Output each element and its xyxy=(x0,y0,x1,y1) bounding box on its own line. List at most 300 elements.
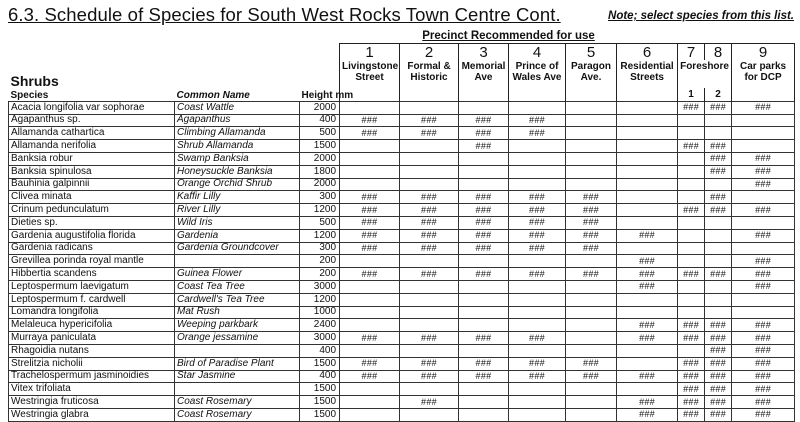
precinct-cell: ### xyxy=(732,332,795,345)
precinct-cell: ### xyxy=(459,357,509,370)
species-cell: Agapanthus sp. xyxy=(9,114,175,127)
precinct-cell: ### xyxy=(509,204,566,217)
species-cell: Westringia fruticosa xyxy=(9,396,175,409)
precinct-cell: ### xyxy=(617,229,678,242)
height-cell: 1500 xyxy=(300,357,340,370)
precinct-cell xyxy=(566,101,617,114)
precinct-cell: ### xyxy=(340,332,400,345)
precinct-cell xyxy=(566,255,617,268)
precinct-cell xyxy=(678,229,705,242)
precinct-cell: ### xyxy=(732,280,795,293)
precinct-cell xyxy=(400,319,459,332)
precinct-cell xyxy=(400,140,459,153)
precinct-cell: ### xyxy=(340,127,400,140)
precinct-cell: ### xyxy=(617,332,678,345)
table-row xyxy=(9,178,795,191)
precinct-cell xyxy=(566,114,617,127)
precinct-cell xyxy=(400,408,459,421)
common-name-cell xyxy=(175,344,300,357)
precinct-cell xyxy=(400,280,459,293)
precinct-cell: ### xyxy=(678,140,705,153)
precinct-cell: ### xyxy=(400,370,459,383)
precinct-cell: ### xyxy=(617,319,678,332)
document-title: 6.3. Schedule of Species for South West Rocks Town Centre Cont. xyxy=(8,4,561,25)
precinct-cell: ### xyxy=(732,204,795,217)
species-cell: Bauhinia galpinnii xyxy=(9,178,175,191)
precinct-cell xyxy=(459,319,509,332)
precinct-cell xyxy=(509,319,566,332)
precinct-cell: ### xyxy=(400,114,459,127)
precinct-cell xyxy=(509,165,566,178)
species-cell: Strelitzia nicholii xyxy=(9,357,175,370)
common-name-cell: Gardenia xyxy=(175,229,300,242)
species-cell: Gardenia radicans xyxy=(9,242,175,255)
common-name-cell: River Lilly xyxy=(175,204,300,217)
precinct-cell xyxy=(509,396,566,409)
precinct-cell xyxy=(340,293,400,306)
precinct-cell: ### xyxy=(566,268,617,281)
precinct-cell: ### xyxy=(509,216,566,229)
precinct-cell xyxy=(617,191,678,204)
precinct-cell xyxy=(459,255,509,268)
precinct-cell xyxy=(459,165,509,178)
precinct-cell: ### xyxy=(340,191,400,204)
precinct-cell xyxy=(459,178,509,191)
species-cell: Rhagoidia nutans xyxy=(9,344,175,357)
precinct-cell xyxy=(566,344,617,357)
precinct-cell xyxy=(566,396,617,409)
height-cell: 400 xyxy=(300,114,340,127)
precinct-cell xyxy=(340,408,400,421)
table-row xyxy=(9,204,795,217)
precinct-cell: ### xyxy=(705,204,732,217)
height-cell: 1500 xyxy=(300,408,340,421)
precinct-cell: ### xyxy=(400,332,459,345)
precinct-cell xyxy=(705,255,732,268)
precinct-cell xyxy=(566,178,617,191)
precinct-cell: ### xyxy=(400,204,459,217)
precinct-name-row xyxy=(9,60,795,88)
precinct-cell xyxy=(566,293,617,306)
precinct-cell xyxy=(566,280,617,293)
common-name-cell: Honeysuckle Banksia xyxy=(175,165,300,178)
height-cell: 500 xyxy=(300,216,340,229)
precinct-cell xyxy=(566,140,617,153)
precinct-cell xyxy=(340,165,400,178)
precinct-cell: ### xyxy=(509,268,566,281)
species-cell: Murraya paniculata xyxy=(9,332,175,345)
species-cell: Gardenia augustifolia florida xyxy=(9,229,175,242)
precinct-cell xyxy=(509,140,566,153)
precinct-cell: ### xyxy=(705,319,732,332)
precinct-cell: ### xyxy=(509,370,566,383)
precinct-cell xyxy=(617,293,678,306)
common-name-cell: Coast Tea Tree xyxy=(175,280,300,293)
precinct-cell xyxy=(509,344,566,357)
precinct-cell xyxy=(459,344,509,357)
precinct-cell: ### xyxy=(732,152,795,165)
precinct-cell xyxy=(340,383,400,396)
height-cell: 300 xyxy=(300,242,340,255)
height-cell: 200 xyxy=(300,268,340,281)
species-cell: Leptospermum laevigatum xyxy=(9,280,175,293)
precinct-cell xyxy=(617,344,678,357)
precinct-number: 4 xyxy=(509,44,566,61)
precinct-cell xyxy=(400,383,459,396)
precinct-cell: ### xyxy=(566,357,617,370)
precinct-cell: ### xyxy=(340,216,400,229)
precinct-cell: ### xyxy=(340,242,400,255)
precinct-cell: ### xyxy=(705,268,732,281)
precinct-cell: ### xyxy=(459,242,509,255)
precinct-cell: ### xyxy=(678,204,705,217)
common-name-cell: Coast Wattle xyxy=(175,101,300,114)
species-cell: Trachelospermum jasminoidies xyxy=(9,370,175,383)
precinct-cell: ### xyxy=(732,268,795,281)
precinct-cell: ### xyxy=(678,357,705,370)
precinct-cell xyxy=(617,357,678,370)
precinct-cell xyxy=(509,293,566,306)
height-cell: 1200 xyxy=(300,229,340,242)
precinct-cell: ### xyxy=(732,101,795,114)
table-row xyxy=(9,332,795,345)
precinct-cell xyxy=(509,178,566,191)
precinct-cell xyxy=(566,383,617,396)
title-row xyxy=(8,4,794,30)
precinct-cell: ### xyxy=(617,255,678,268)
precinct-cell: ### xyxy=(732,165,795,178)
precinct-cell: ### xyxy=(566,191,617,204)
common-name-header: Common Name xyxy=(176,89,250,101)
precinct-cell xyxy=(732,114,795,127)
precinct-cell: ### xyxy=(705,191,732,204)
precinct-number: 6 xyxy=(617,44,678,61)
common-name-cell: Star Jasmine xyxy=(175,370,300,383)
height-cell: 1200 xyxy=(300,204,340,217)
precinct-cell xyxy=(566,152,617,165)
common-name-cell xyxy=(175,383,300,396)
precinct-cell xyxy=(678,293,705,306)
precinct-cell xyxy=(509,306,566,319)
precinct-cell xyxy=(340,178,400,191)
precinct-cell xyxy=(340,396,400,409)
precinct-cell xyxy=(340,280,400,293)
precinct-number: 8 xyxy=(705,44,732,61)
precinct-cell: ### xyxy=(705,332,732,345)
precinct-cell xyxy=(732,140,795,153)
precinct-cell xyxy=(678,152,705,165)
common-name-cell: Mat Rush xyxy=(175,306,300,319)
common-name-cell: Gardenia Groundcover xyxy=(175,242,300,255)
common-name-cell: Orange jessamine xyxy=(175,332,300,345)
common-name-cell: Wild Iris xyxy=(175,216,300,229)
precinct-cell xyxy=(400,165,459,178)
precinct-cell xyxy=(400,344,459,357)
species-cell: Clivea minata xyxy=(9,191,175,204)
precinct-cell: ### xyxy=(705,344,732,357)
precinct-cell xyxy=(732,293,795,306)
table-row xyxy=(9,165,795,178)
species-rows xyxy=(9,101,795,421)
table-row xyxy=(9,216,795,229)
precinct-cell xyxy=(400,178,459,191)
precinct-cell xyxy=(678,216,705,229)
precinct-cell xyxy=(459,383,509,396)
precinct-header: Precinct Recommended for use xyxy=(422,29,595,42)
table-row xyxy=(9,306,795,319)
precinct-cell: ### xyxy=(459,332,509,345)
precinct-number: 9 xyxy=(732,44,795,61)
precinct-cell xyxy=(566,127,617,140)
height-cell: 2000 xyxy=(300,178,340,191)
precinct-cell xyxy=(617,152,678,165)
precinct-cell xyxy=(400,101,459,114)
precinct-cell xyxy=(566,319,617,332)
table-row xyxy=(9,140,795,153)
foreshore-label: Foreshore xyxy=(678,60,732,88)
precinct-cell: ### xyxy=(566,216,617,229)
species-cell: Allamanda nerifolia xyxy=(9,140,175,153)
precinct-cell xyxy=(617,306,678,319)
precinct-cell xyxy=(400,293,459,306)
height-header: Height mm xyxy=(301,89,354,101)
precinct-cell: ### xyxy=(400,229,459,242)
precinct-cell: ### xyxy=(617,396,678,409)
precinct-cell: ### xyxy=(678,383,705,396)
precinct-cell: ### xyxy=(509,332,566,345)
species-schedule-table xyxy=(8,30,795,422)
section-title: Shrubs xyxy=(10,73,59,89)
species-header: Species xyxy=(10,89,49,101)
precinct-number: 1 xyxy=(340,44,400,61)
precinct-cell: ### xyxy=(459,229,509,242)
precinct-cell: ### xyxy=(400,127,459,140)
precinct-cell xyxy=(678,344,705,357)
precinct-cell: ### xyxy=(678,332,705,345)
precinct-cell: ### xyxy=(340,357,400,370)
table-row xyxy=(9,101,795,114)
precinct-cell: ### xyxy=(732,408,795,421)
species-cell: Crinum pedunculatum xyxy=(9,204,175,217)
precinct-cell xyxy=(678,280,705,293)
precinct-cell xyxy=(340,101,400,114)
precinct-cell xyxy=(566,332,617,345)
precinct-cell xyxy=(705,293,732,306)
precinct-cell xyxy=(617,165,678,178)
table-row xyxy=(9,344,795,357)
precinct-label: Memorial Ave xyxy=(459,60,509,101)
height-cell: 2000 xyxy=(300,152,340,165)
precinct-label: Car parks for DCP xyxy=(732,60,795,101)
precinct-cell xyxy=(340,344,400,357)
height-cell: 1000 xyxy=(300,306,340,319)
precinct-cell: ### xyxy=(566,370,617,383)
precinct-cell: ### xyxy=(678,319,705,332)
precinct-cell xyxy=(459,280,509,293)
precinct-cell xyxy=(705,178,732,191)
precinct-cell: ### xyxy=(705,165,732,178)
common-name-cell: Orange Orchid Shrub xyxy=(175,178,300,191)
species-cell: Melaleuca hypericifolia xyxy=(9,319,175,332)
common-name-cell: Bird of Paradise Plant xyxy=(175,357,300,370)
table-row xyxy=(9,370,795,383)
precinct-cell xyxy=(678,306,705,319)
precinct-cell: ### xyxy=(705,152,732,165)
precinct-label: Formal & Historic xyxy=(400,60,459,101)
precinct-header-row xyxy=(9,30,795,44)
height-cell: 3000 xyxy=(300,332,340,345)
precinct-cell: ### xyxy=(705,140,732,153)
species-cell: Lomandra longifolia xyxy=(9,306,175,319)
species-cell: Grevillea porinda royal mantle xyxy=(9,255,175,268)
precinct-cell xyxy=(509,255,566,268)
precinct-cell xyxy=(509,280,566,293)
precinct-cell xyxy=(732,306,795,319)
precinct-cell: ### xyxy=(705,370,732,383)
precinct-number: 2 xyxy=(400,44,459,61)
table-row xyxy=(9,293,795,306)
precinct-cell xyxy=(509,101,566,114)
precinct-cell: ### xyxy=(732,178,795,191)
table-row xyxy=(9,280,795,293)
precinct-cell: ### xyxy=(678,396,705,409)
precinct-cell xyxy=(705,280,732,293)
precinct-cell xyxy=(678,255,705,268)
table-row xyxy=(9,268,795,281)
precinct-cell: ### xyxy=(678,408,705,421)
precinct-cell xyxy=(732,242,795,255)
precinct-cell xyxy=(705,216,732,229)
precinct-cell xyxy=(566,408,617,421)
height-cell: 1500 xyxy=(300,140,340,153)
precinct-cell xyxy=(566,165,617,178)
precinct-number: 7 xyxy=(678,44,705,61)
table-row xyxy=(9,114,795,127)
precinct-cell: ### xyxy=(678,268,705,281)
table-row xyxy=(9,127,795,140)
precinct-cell xyxy=(400,255,459,268)
precinct-cell xyxy=(732,127,795,140)
precinct-cell: ### xyxy=(732,344,795,357)
precinct-cell: ### xyxy=(459,204,509,217)
precinct-cell: ### xyxy=(617,370,678,383)
precinct-cell xyxy=(617,383,678,396)
precinct-cell: ### xyxy=(566,242,617,255)
precinct-label: Livingstone Street xyxy=(340,60,400,101)
precinct-cell xyxy=(678,191,705,204)
precinct-cell xyxy=(705,229,732,242)
common-name-cell: Shrub Allamanda xyxy=(175,140,300,153)
table-row xyxy=(9,408,795,421)
species-cell: Leptospermum f. cardwell xyxy=(9,293,175,306)
precinct-cell: ### xyxy=(732,319,795,332)
table-row xyxy=(9,229,795,242)
common-name-cell: Cardwell's Tea Tree xyxy=(175,293,300,306)
precinct-cell: ### xyxy=(705,396,732,409)
precinct-cell xyxy=(340,255,400,268)
precinct-cell xyxy=(705,242,732,255)
table-row xyxy=(9,319,795,332)
precinct-cell xyxy=(459,152,509,165)
precinct-cell xyxy=(459,408,509,421)
precinct-cell xyxy=(617,178,678,191)
height-cell: 1500 xyxy=(300,396,340,409)
precinct-cell: ### xyxy=(340,268,400,281)
precinct-cell xyxy=(705,127,732,140)
precinct-cell: ### xyxy=(459,191,509,204)
precinct-cell: ### xyxy=(509,127,566,140)
common-name-cell: Weeping parkbark xyxy=(175,319,300,332)
precinct-cell: ### xyxy=(459,114,509,127)
precinct-cell: ### xyxy=(732,383,795,396)
precinct-cell: ### xyxy=(705,408,732,421)
precinct-cell xyxy=(617,114,678,127)
precinct-cell: ### xyxy=(340,204,400,217)
table-row xyxy=(9,396,795,409)
precinct-cell xyxy=(340,140,400,153)
precinct-cell: ### xyxy=(705,383,732,396)
precinct-cell: ### xyxy=(678,101,705,114)
precinct-cell xyxy=(400,306,459,319)
precinct-cell xyxy=(705,306,732,319)
precinct-cell xyxy=(617,127,678,140)
precinct-cell: ### xyxy=(459,370,509,383)
table-row xyxy=(9,242,795,255)
common-name-cell: Kaffir Lilly xyxy=(175,191,300,204)
precinct-number: 3 xyxy=(459,44,509,61)
precinct-cell: ### xyxy=(340,114,400,127)
precinct-cell: ### xyxy=(400,191,459,204)
species-cell: Acacia longifolia var sophorae xyxy=(9,101,175,114)
precinct-cell xyxy=(509,152,566,165)
species-cell: Westringia glabra xyxy=(9,408,175,421)
precinct-cell: ### xyxy=(732,357,795,370)
precinct-label: Residential Streets xyxy=(617,60,678,101)
precinct-cell: ### xyxy=(509,114,566,127)
precinct-cell: ### xyxy=(617,268,678,281)
precinct-cell xyxy=(459,293,509,306)
precinct-cell: ### xyxy=(509,357,566,370)
precinct-cell: ### xyxy=(509,191,566,204)
precinct-cell xyxy=(617,140,678,153)
height-cell: 1800 xyxy=(300,165,340,178)
precinct-cell xyxy=(509,383,566,396)
height-cell: 500 xyxy=(300,127,340,140)
selection-note: Note; select species from this list. xyxy=(608,10,794,22)
table-row xyxy=(9,152,795,165)
precinct-cell xyxy=(459,101,509,114)
precinct-cell: ### xyxy=(678,370,705,383)
precinct-cell: ### xyxy=(705,357,732,370)
precinct-cell: ### xyxy=(340,229,400,242)
precinct-cell xyxy=(617,101,678,114)
precinct-label: Paragon Ave. xyxy=(566,60,617,101)
precinct-cell xyxy=(566,306,617,319)
height-cell: 1500 xyxy=(300,383,340,396)
precinct-cell xyxy=(732,191,795,204)
precinct-cell: ### xyxy=(400,268,459,281)
precinct-label: Prince of Wales Ave xyxy=(509,60,566,101)
common-name-cell: Coast Rosemary xyxy=(175,396,300,409)
precinct-cell: ### xyxy=(459,268,509,281)
precinct-cell: ### xyxy=(459,216,509,229)
precinct-cell xyxy=(678,165,705,178)
precinct-cell xyxy=(509,408,566,421)
precinct-cell: ### xyxy=(400,216,459,229)
precinct-cell xyxy=(340,319,400,332)
precinct-cell xyxy=(678,178,705,191)
precinct-cell: ### xyxy=(566,229,617,242)
